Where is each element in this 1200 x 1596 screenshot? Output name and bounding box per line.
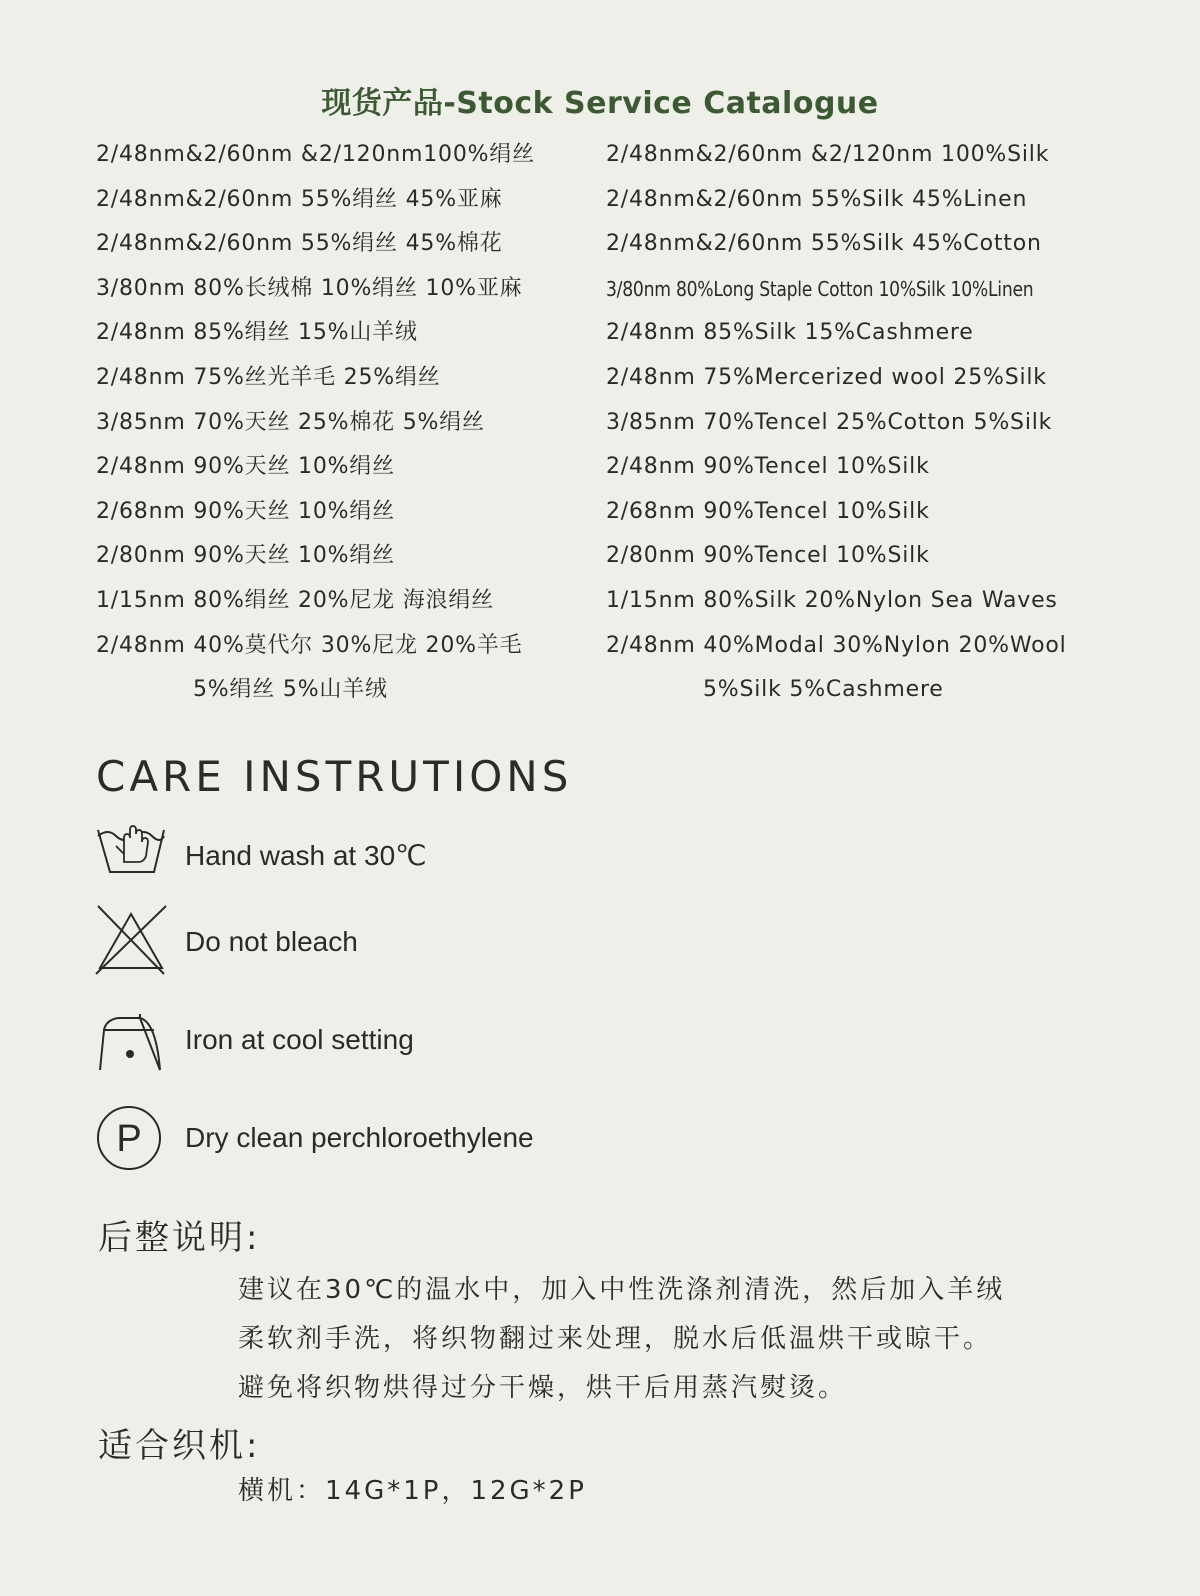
catalogue-chinese-column bbox=[96, 133, 596, 713]
iron-cool-icon bbox=[94, 1000, 168, 1080]
catalogue-item-en: 2/48nm 85%Silk 15%Cashmere bbox=[606, 320, 974, 346]
dry-clean-label: Dry clean perchloroethylene bbox=[185, 1122, 534, 1153]
hand-wash-label: Hand wash at 30℃ bbox=[185, 840, 427, 871]
catalogue-item-en: 2/48nm 40%Modal 30%Nylon 20%Wool bbox=[606, 632, 1067, 658]
catalogue-title: 现货产品-Stock Service Catalogue bbox=[321, 86, 879, 121]
machines-heading: 适合织机: bbox=[98, 1426, 261, 1466]
machines-info bbox=[238, 1467, 587, 1516]
iron-label: Iron at cool setting bbox=[185, 1024, 414, 1055]
catalogue-item-en: 2/80nm 90%Tencel 10%Silk bbox=[606, 543, 930, 569]
catalogue-item-cn: 2/48nm 75%丝光羊毛 25%绢丝 bbox=[96, 364, 441, 390]
catalogue-item-cn-continuation: 5%绢丝 5%山羊绒 bbox=[193, 677, 388, 703]
machines-line: 横机：14G*1P，12G*2P bbox=[238, 1476, 587, 1506]
care-item-no-bleach bbox=[94, 902, 794, 982]
catalogue-item-en: 2/48nm&2/60nm &2/120nm 100%Silk bbox=[606, 142, 1050, 167]
catalogue-item-cn: 3/85nm 70%天丝 25%棉花 5%绢丝 bbox=[96, 409, 485, 435]
catalogue-item-cn: 2/48nm 40%莫代尔 30%尼龙 20%羊毛 bbox=[96, 632, 523, 658]
finishing-instructions bbox=[238, 1266, 1005, 1413]
finishing-line: 柔软剂手洗，将织物翻过来处理，脱水后低温烘干或晾干。 bbox=[238, 1324, 993, 1354]
catalogue-item-en: 2/48nm&2/60nm 55%Silk 45%Cotton bbox=[606, 231, 1042, 257]
catalogue-item-cn: 2/68nm 90%天丝 10%绢丝 bbox=[96, 498, 395, 524]
catalogue-item-cn: 3/80nm 80%长绒棉 10%绢丝 10%亚麻 bbox=[96, 275, 523, 301]
catalogue-item-en: 2/48nm 90%Tencel 10%Silk bbox=[606, 454, 930, 480]
catalogue-item-en: 2/48nm&2/60nm 55%Silk 45%Linen bbox=[606, 186, 1028, 212]
care-item-iron bbox=[94, 1000, 794, 1080]
finishing-line: 避免将织物烘得过分干燥，烘干后用蒸汽熨烫。 bbox=[238, 1373, 848, 1403]
catalogue-item-en-continuation: 5%Silk 5%Cashmere bbox=[703, 677, 944, 703]
no-bleach-icon bbox=[94, 902, 168, 982]
catalogue-item-cn: 2/48nm 85%绢丝 15%山羊绒 bbox=[96, 320, 418, 346]
catalogue-item-cn: 2/80nm 90%天丝 10%绢丝 bbox=[96, 543, 395, 569]
catalogue-item-cn: 2/48nm 90%天丝 10%绢丝 bbox=[96, 454, 395, 480]
dry-clean-p-icon bbox=[94, 1098, 168, 1178]
finishing-heading: 后整说明: bbox=[98, 1218, 261, 1258]
catalogue-item-cn: 2/48nm&2/60nm &2/120nm100%绢丝 bbox=[96, 142, 535, 167]
catalogue-item-en: 2/48nm 75%Mercerized wool 25%Silk bbox=[606, 364, 1047, 390]
catalogue-item-en: 2/68nm 90%Tencel 10%Silk bbox=[606, 498, 930, 524]
catalogue-item-cn: 2/48nm&2/60nm 55%绢丝 45%亚麻 bbox=[96, 186, 503, 212]
hand-wash-icon bbox=[94, 816, 168, 896]
catalogue-item-cn: 1/15nm 80%绢丝 20%尼龙 海浪绢丝 bbox=[96, 587, 494, 613]
catalogue-item-en: 3/80nm 80%Long Staple Cotton 10%Silk 10%Linen bbox=[606, 276, 1034, 301]
no-bleach-label: Do not bleach bbox=[185, 926, 358, 957]
finishing-line: 建议在30℃的温水中，加入中性洗涤剂清洗，然后加入羊绒 bbox=[238, 1275, 1006, 1305]
care-instructions-heading: CARE INSTRUTIONS bbox=[96, 752, 573, 801]
dry-clean-symbol: P bbox=[116, 1118, 142, 1160]
care-item-hand-wash bbox=[94, 816, 794, 896]
catalogue-item-en: 1/15nm 80%Silk 20%Nylon Sea Waves bbox=[606, 587, 1058, 613]
catalogue-english-column bbox=[606, 133, 1186, 713]
catalogue-item-en: 3/85nm 70%Tencel 25%Cotton 5%Silk bbox=[606, 409, 1053, 435]
catalogue-item-cn: 2/48nm&2/60nm 55%绢丝 45%棉花 bbox=[96, 231, 503, 257]
care-item-dry-clean bbox=[94, 1098, 794, 1178]
